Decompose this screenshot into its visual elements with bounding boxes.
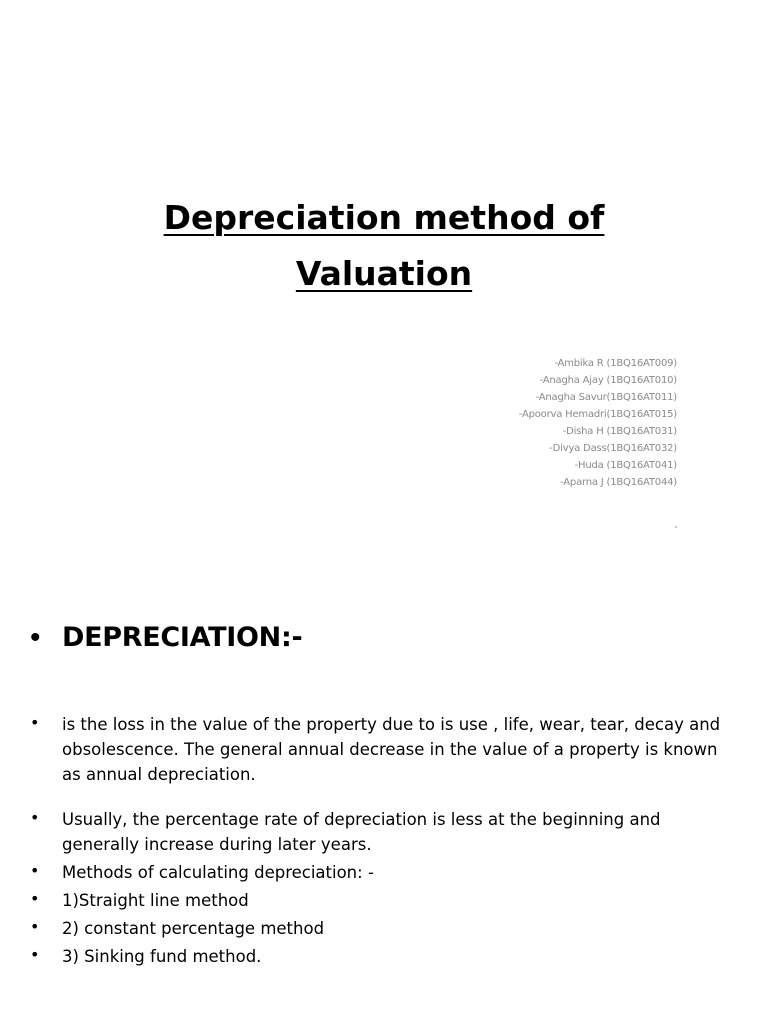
bullet-icon: • (30, 945, 40, 964)
bullet-icon: • (30, 808, 40, 827)
slide-title-line-1: Depreciation method of (163, 198, 605, 237)
list-item (30, 860, 730, 885)
bullet-list (30, 712, 730, 972)
author-item: -Apoorva Hemadri(1BQ16AT015) (518, 409, 677, 420)
bullet-icon: • (30, 917, 40, 936)
bullet-icon: • (30, 861, 40, 880)
content-slide (0, 590, 768, 1024)
list-item-text: 3) Sinking fund method. (62, 947, 262, 966)
list-item-text: is the loss in the value of the property due to is use , life, wear, tear, decay and obsolescence. The general annual decrease in the value of a property is known as annual depreciation. (62, 715, 721, 784)
author-item: -Ambika R (1BQ16AT009) (554, 358, 677, 369)
stray-dot-mark (675, 526, 677, 528)
list-item (30, 807, 730, 857)
list-item (30, 916, 730, 941)
bullet-icon: • (30, 621, 41, 654)
list-item-text: Methods of calculating depreciation: - (62, 863, 374, 882)
list-item (30, 944, 730, 969)
slide-title-line-2: Valuation (295, 254, 473, 293)
list-item-text: 2) constant percentage method (62, 919, 325, 938)
list-item (30, 712, 730, 787)
author-item: -Anagha Ajay (1BQ16AT010) (539, 375, 677, 386)
section-heading: DEPRECIATION:- (62, 622, 303, 653)
author-item: -Divya Dass(1BQ16AT032) (549, 443, 677, 454)
list-item (30, 888, 730, 913)
bullet-icon: • (30, 713, 40, 732)
heading-row (30, 618, 302, 658)
author-item: -Huda (1BQ16AT041) (574, 460, 677, 471)
bullet-icon: • (30, 889, 40, 908)
list-item-text: Usually, the percentage rate of depreciation is less at the beginning and generally increase during later years. (62, 810, 661, 854)
author-item: -Anagha Savur(1BQ16AT011) (535, 392, 677, 403)
author-item: -Aparna J (1BQ16AT044) (560, 477, 677, 488)
author-item: -Disha H (1BQ16AT031) (562, 426, 677, 437)
slide-title (84, 190, 684, 302)
list-item-text: 1)Straight line method (62, 891, 249, 910)
author-list (357, 355, 677, 491)
